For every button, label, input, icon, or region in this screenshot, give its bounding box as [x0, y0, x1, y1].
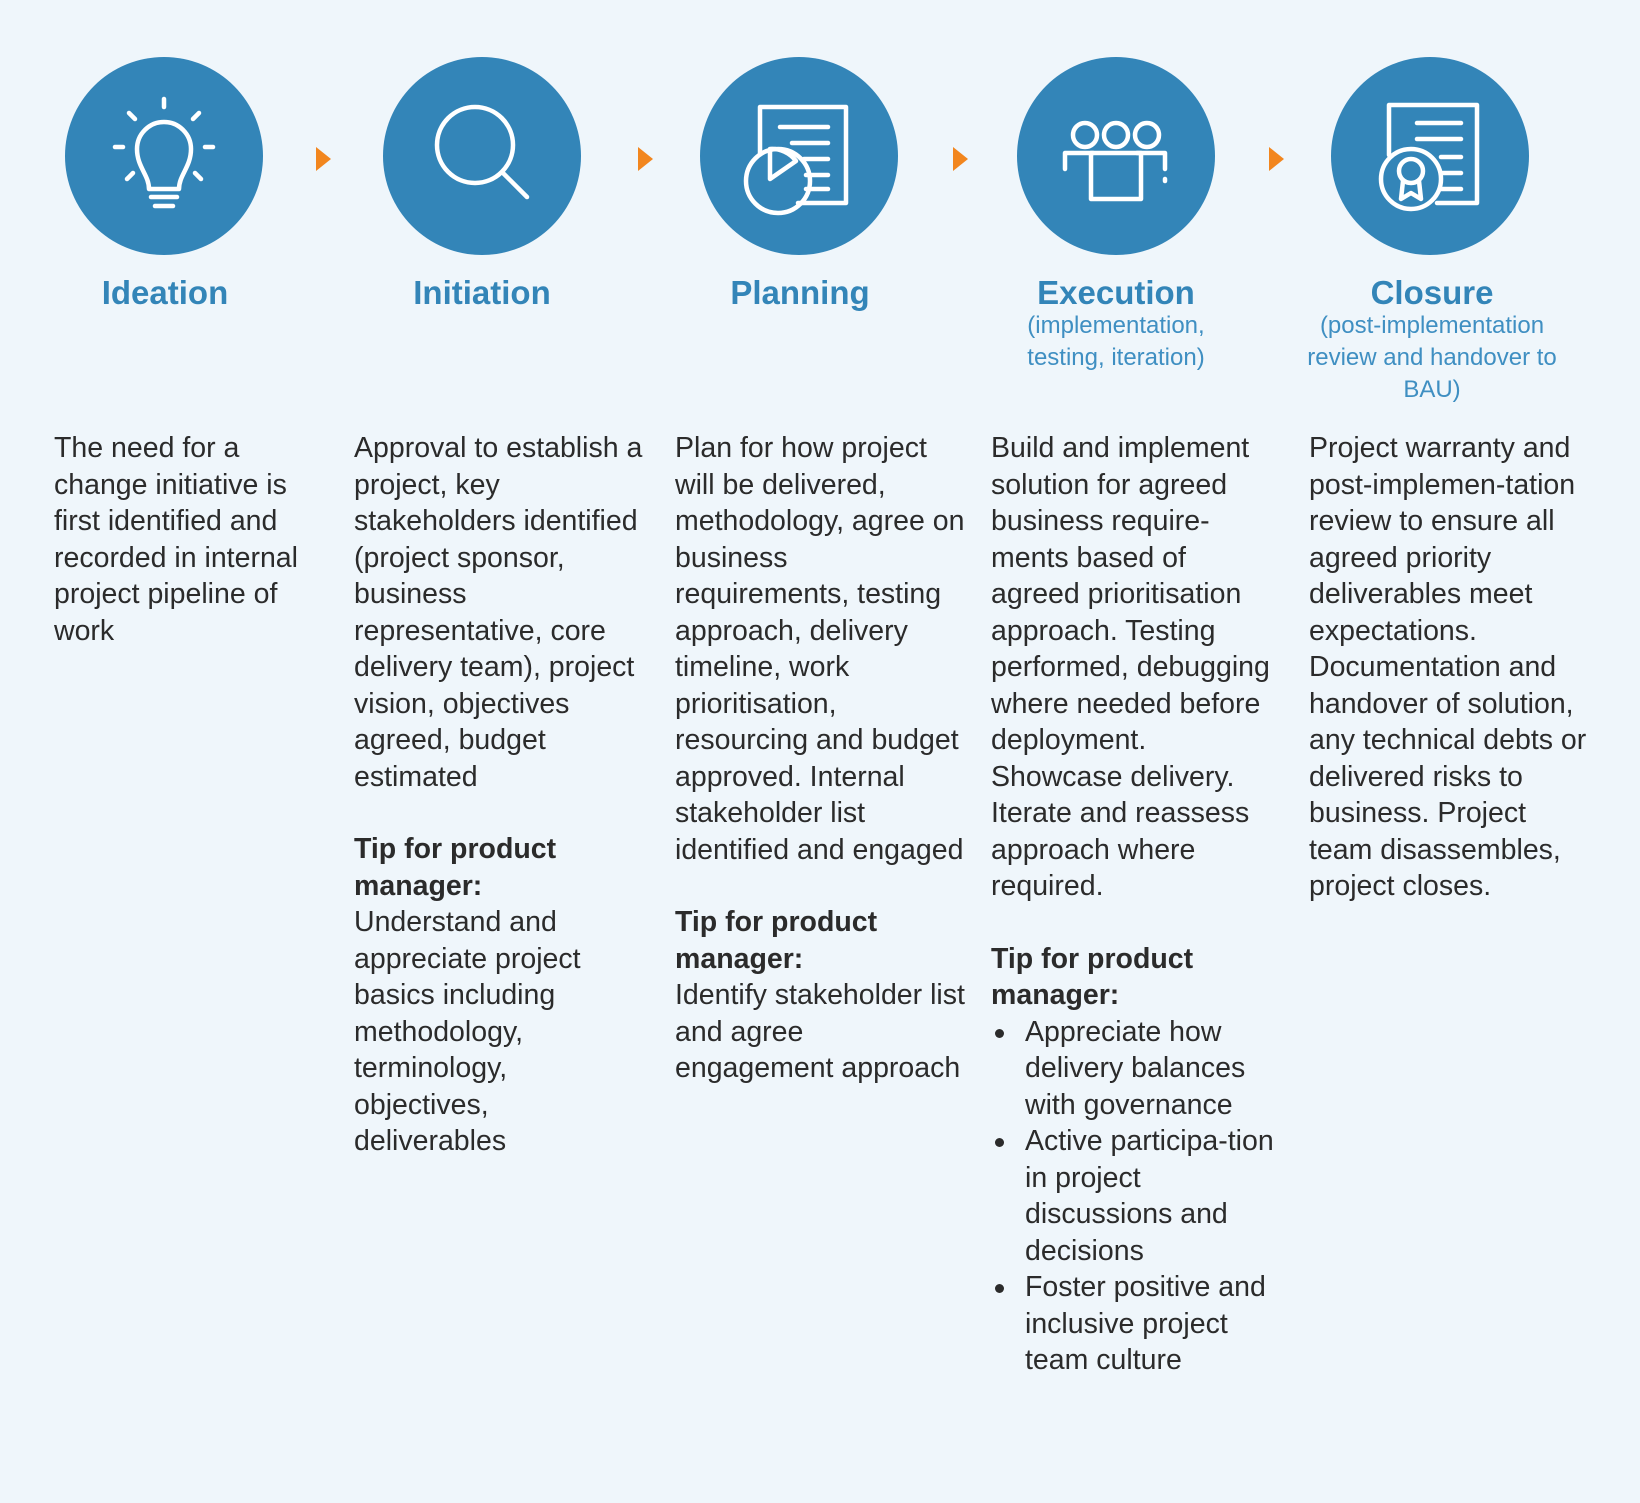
phase-planning-header [675, 0, 925, 420]
phase-description: Build and implement solution for agreed business require-ments based of agreed prioritisation approach. Testing performed, debugging where needed before deployment. Showcase delivery. Iterate and reassess approach where required. [991, 432, 1270, 902]
magnifier-icon [383, 57, 581, 255]
phase-closure-body [1309, 430, 1594, 905]
phase-closure-header [1297, 0, 1567, 420]
arrow-right-icon [638, 147, 653, 171]
phase-title: Execution [1037, 274, 1195, 311]
lightbulb-icon [65, 57, 263, 255]
tip-text: Understand and appreciate project basics including methodology, terminology, objectives, deliverables [354, 906, 581, 1157]
phase-title: Closure [1370, 274, 1494, 311]
phase-description: The need for a change initiative is first identified and recorded in internal project pipeline of work [54, 432, 298, 647]
phase-execution-body [991, 430, 1276, 1379]
phase-description: Plan for how project will be delivered, methodology, agree on business requirements, testing approach, delivery timeline, work prioritisation, resourcing and budget approved. Internal stakeholder list identified and engaged [675, 432, 965, 866]
phase-subtitle: (post-implementation review and handover to BAU) [1307, 312, 1557, 403]
certificate-icon [1331, 57, 1529, 255]
tip-bullet: Foster positive and inclusive project team culture [991, 1269, 1276, 1379]
arrow-right-icon [316, 147, 331, 171]
tip-bullet-list [991, 1014, 1276, 1379]
phase-subtitle: (implementation, testing, iteration) [1027, 312, 1205, 371]
plan-document-icon [700, 57, 898, 255]
tip-title: Tip for product manager: [354, 833, 557, 902]
arrow-right-icon [1269, 147, 1284, 171]
phase-title: Ideation [101, 274, 229, 311]
arrow-right-icon [953, 147, 968, 171]
tip-title: Tip for product manager: [991, 942, 1194, 1011]
phase-initiation-body [354, 430, 644, 1160]
phase-ideation-body [54, 430, 324, 649]
phase-title: Initiation [413, 274, 551, 311]
tip-text: Identify stakeholder list and agree engagement approach [675, 979, 965, 1084]
team-icon [1017, 57, 1215, 255]
phase-ideation-header [40, 0, 290, 420]
tip-bullet: Appreciate how delivery balances with governance [991, 1014, 1276, 1124]
phase-description: Project warranty and post-implemen-tation review to ensure all agreed priority deliverables meet expectations. Documentation and handover of solution, any technical debts or delivered risks to business. Project team disassembles, project closes. [1309, 432, 1587, 902]
phase-initiation-header [357, 0, 607, 420]
phase-title: Planning [730, 274, 870, 311]
phase-description: Approval to establish a project, key stakeholders identified (project sponsor, business representative, core delivery team), project vision, objectives agreed, budget estimated [354, 432, 643, 793]
phase-execution-header [991, 0, 1241, 420]
tip-title: Tip for product manager: [675, 906, 878, 975]
tip-bullet: Active participa-tion in project discussions and decisions [991, 1123, 1276, 1269]
phase-planning-body [675, 430, 965, 1087]
